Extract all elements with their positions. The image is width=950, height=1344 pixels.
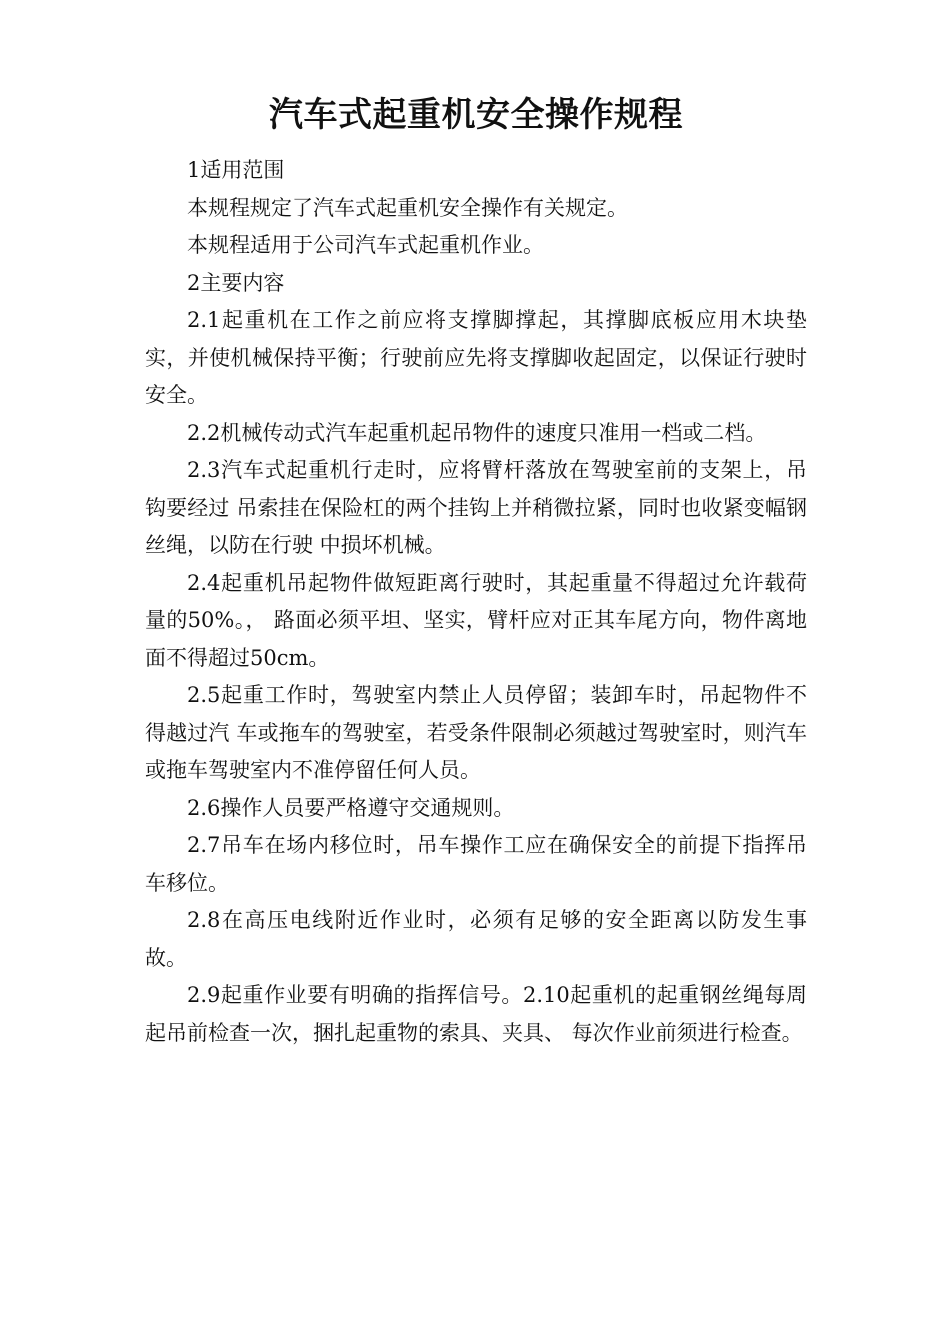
- clause-2-7: 2.7吊车在场内移位时，吊车操作工应在确保安全的前提下指挥吊车移位。: [145, 833, 807, 895]
- clause-2-5: 2.5起重工作时，驾驶室内禁止人员停留；装卸车时，吊起物件不得越过汽 车或拖车的驾驶室，若受条件限制必须越过驾驶室时，则汽车或拖车驾驶室内不准停留任何人员。: [145, 683, 807, 782]
- clause-2-9-2-10: 2.9起重作业要有明确的指挥信号。2.10起重机的起重钢丝绳每周起吊前检查一次，捆扎起重物的索具、夹具、 每次作业前须进行检查。: [145, 983, 807, 1045]
- section-heading-scope: 1适用范围: [187, 158, 285, 182]
- clause-2-1: 2.1起重机在工作之前应将支撑脚撑起，其撑脚底板应用木块垫实，并使机械保持平衡；行驶前应先将支撑脚收起固定，以保证行驶时安全。: [145, 308, 807, 407]
- clause-2-6: 2.6操作人员要严格遵守交通规则。: [187, 795, 515, 820]
- clause-2-2: 2.2机械传动式汽车起重机起吊物件的速度只准用一档或二档。: [187, 420, 767, 445]
- paragraph-scope-application: 本规程适用于公司汽车式起重机作业。: [187, 233, 544, 257]
- clause-2-4: 2.4起重机吊起物件做短距离行驶时，其起重量不得超过允许载荷量的50%。， 路面必须平坦、坚实，臂杆应对正其车尾方向，物件离地面不得超过50cm。: [145, 570, 807, 670]
- clause-2-8: 2.8在高压电线附近作业时，必须有足够的安全距离以防发生事故。: [145, 908, 807, 970]
- document-page: [145, 88, 807, 1052]
- paragraph-scope-definition: 本规程规定了汽车式起重机安全操作有关规定。: [187, 195, 628, 220]
- section-heading-main-content: 2主要内容: [187, 270, 285, 295]
- document-title: 汽车式起重机安全操作规程: [269, 95, 683, 135]
- clause-2-3: 2.3汽车式起重机行走时，应将臂杆落放在驾驶室前的支架上，吊钩要经过 吊索挂在保险杠的两个挂钩上并稍微拉紧，同时也收紧变幅钢丝绳，以防在行驶 中损坏机械。: [145, 458, 807, 557]
